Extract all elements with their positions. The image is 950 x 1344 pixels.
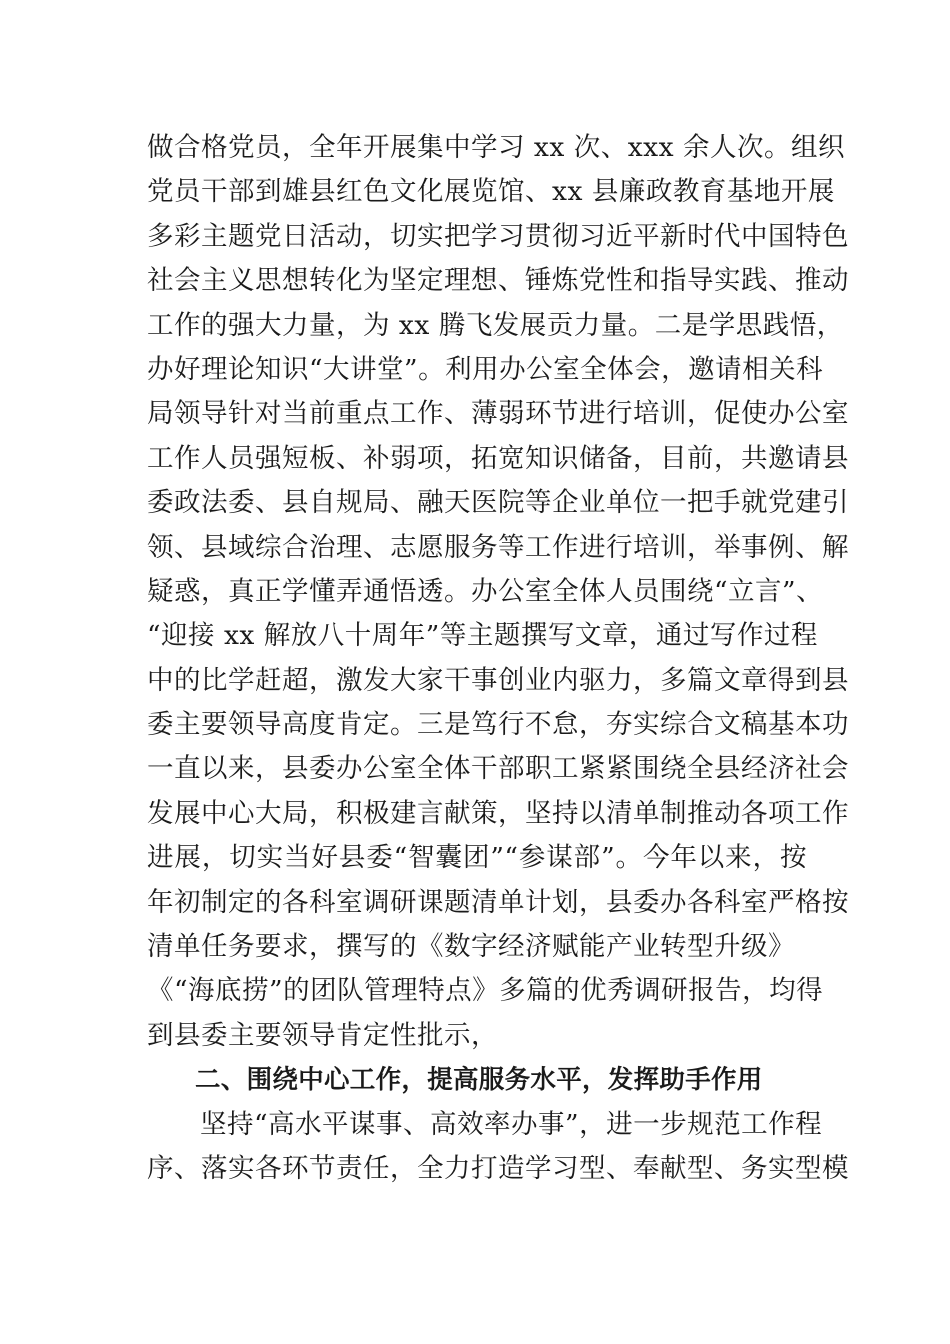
paragraph-line: 工作的强大力量，为 xx 腾飞发展贡力量。二是学思践悟， <box>147 309 844 341</box>
section-heading: 二、围绕中心工作，提高服务水平，发挥助手作用 <box>195 1065 763 1096</box>
paragraph-line: 委政法委、县自规局、融天医院等企业单位一把手就党建引 <box>147 487 849 519</box>
paragraph-line: 做合格党员，全年开展集中学习 xx 次、xxx 余人次。组织 <box>147 132 845 163</box>
paragraph-line-last: 到县委主要领导肯定性批示， <box>147 1019 498 1051</box>
paragraph-line: 局领导针对当前重点工作、薄弱环节进行培训，促使办公室 <box>147 398 849 430</box>
document-body <box>147 126 849 1191</box>
paragraph-line: 领、县域综合治理、志愿服务等工作进行培训，举事例、解 <box>147 531 849 563</box>
paragraph-line: 发展中心大局，积极建言献策，坚持以清单制推动各项工作 <box>147 797 849 829</box>
paragraph-line: 中的比学赶超，激发大家干事创业内驱力，多篇文章得到县 <box>147 664 849 696</box>
paragraph-line: 序、落实各环节责任，全力打造学习型、奉献型、务实型模 <box>147 1152 849 1184</box>
paragraph-line: 年初制定的各科室调研课题清单计划，县委办各科室严格按 <box>147 886 849 918</box>
paragraph-line: 办好理论知识“大讲堂”。利用办公室全体会，邀请相关科 <box>147 353 824 385</box>
paragraph-first-line: 坚持“高水平谋事、高效率办事”，进一步规范工作程 <box>200 1108 823 1140</box>
paragraph-line: 清单任务要求，撰写的《数字经济赋能产业转型升级》 <box>147 931 795 963</box>
paragraph-line: 多彩主题党日活动，切实把学习贯彻习近平新时代中国特色 <box>147 220 849 252</box>
paragraph-line: 委主要领导高度肯定。三是笃行不怠，夯实综合文稿基本功 <box>147 709 849 741</box>
paragraph-line: 工作人员强短板、补弱项，拓宽知识储备，目前，共邀请县 <box>147 442 849 474</box>
paragraph-line: “迎接 xx 解放八十周年”等主题撰写文章，通过写作过程 <box>147 620 818 652</box>
paragraph-line: 党员干部到雄县红色文化展览馆、xx 县廉政教育基地开展 <box>147 176 835 208</box>
paragraph-line: 《“海底捞”的团队管理特点》多篇的优秀调研报告，均得 <box>147 975 824 1007</box>
paragraph-line: 社会主义思想转化为坚定理想、锤炼党性和指导实践、推动 <box>147 265 849 297</box>
paragraph-line: 一直以来，县委办公室全体干部职工紧紧围绕全县经济社会 <box>147 753 849 785</box>
paragraph-line: 疑惑，真正学懂弄通悟透。办公室全体人员围绕“立言”、 <box>147 575 824 607</box>
paragraph-line: 进展，切实当好县委“智囊团”“参谋部”。今年以来，按 <box>147 842 807 874</box>
